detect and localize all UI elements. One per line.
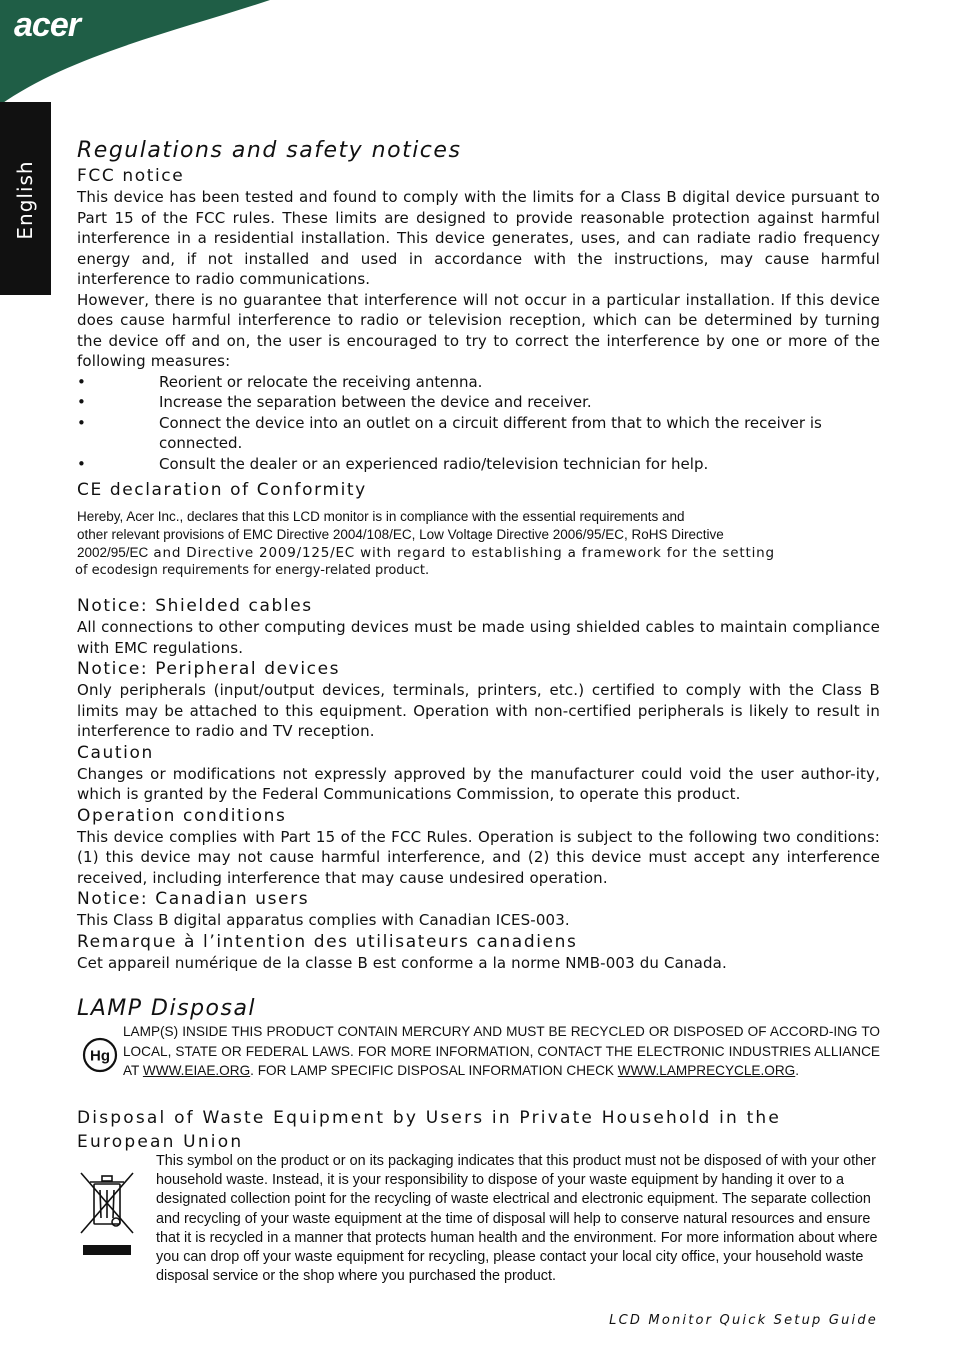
list-item (77, 413, 880, 454)
bullet-symbol: • (77, 393, 86, 411)
remarque-heading: Remarque à l’intention des utilisateurs canadiens (77, 931, 578, 952)
regulations-title: Regulations and safety notices (77, 138, 462, 163)
list-item (77, 454, 880, 475)
shielded-text: All connections to other computing devices must be made using shielded cables to maintain compliance with EMC regulations. (77, 618, 880, 657)
acer-logo: acer (14, 6, 80, 44)
operation-text: This device complies with Part 15 of the FCC Rules. Operation is subject to the following two conditions: (1) this device may not cause harmful interference, and (2) this device must accept any interference received, including interference that may cause undesired operation. (77, 827, 880, 887)
bullet-text: Connect the device into an outlet on a circuit different from that to which the receiver is connected. (159, 413, 822, 452)
ce-text (77, 508, 880, 580)
language-tab-label: English (13, 160, 37, 240)
eiae-link[interactable]: WWW.EIAE.ORG (142, 1063, 251, 1078)
bullet-text: Reorient or relocate the receiving antenna. (159, 372, 483, 391)
shielded-heading: Notice: Shielded cables (77, 596, 313, 616)
caution-text: Changes or modifications not expressly approved by the manufacturer could void the user author-ity, which is granted by the Federal Communications Commission, to operate this product. (77, 764, 880, 803)
lamprecycle-link[interactable]: WWW.LAMPRECYCLE.ORG (617, 1063, 796, 1078)
operation-heading: Operation conditions (77, 805, 287, 826)
fcc-paragraph-2: However, there is no guarantee that interference will not occur in a particular installation. If this device does cause harmful interference to radio or television reception, which can be determined by turning the device off and on, the user is encouraged to try to correct the interference by one or more of the following measures: (77, 290, 880, 370)
bullet-symbol: • (77, 454, 86, 473)
list-item (77, 392, 880, 413)
language-tab (0, 102, 51, 295)
lamp-section (77, 996, 880, 1022)
lamp-text-c: . (795, 1063, 800, 1078)
ce-section (77, 479, 880, 580)
lamp-text (123, 1022, 880, 1081)
canadian-heading: Notice: Canadian users (77, 889, 310, 909)
bullet-text: Increase the separation between the device and receiver. (159, 393, 592, 411)
peripheral-heading: Notice: Peripheral devices (77, 659, 341, 679)
lamp-text-a: LAMP(S) INSIDE THIS PRODUCT CONTAIN MERCURY AND MUST BE RECYCLED OR DISPOSED OF ACCORD-ING TO LOCAL, STATE OR FEDERAL LAWS. FOR MORE INFORMATION, CONTACT THE ELECTRONIC INDUSTRIES ALLIANCE AT (123, 1024, 880, 1078)
bullet-symbol: • (77, 413, 86, 432)
fcc-heading: FCC notice (77, 166, 185, 186)
list-item (77, 372, 880, 393)
ce-heading: CE declaration of Conformity (77, 480, 367, 500)
lamp-text-b: . FOR LAMP SPECIFIC DISPOSAL INFORMATION CHECK (250, 1063, 618, 1078)
hg-icon-label: Hg (90, 1047, 110, 1065)
crossed-bin-icon (78, 1170, 136, 1260)
ce-line-3b: and Directive 2009/125/EC with regard to establishing a framework for the setting (148, 545, 775, 561)
weee-section (77, 1106, 880, 1154)
bullet-symbol: • (77, 372, 86, 391)
ce-line-3a: 2002/95/EC (77, 545, 149, 560)
bullet-text: Consult the dealer or an experienced radio/television technician for help. (159, 454, 709, 473)
ce-line-4: of ecodesign requirements for energy-related product. (75, 563, 430, 578)
regulations-section (77, 138, 880, 474)
lamp-title: LAMP Disposal (77, 996, 257, 1021)
footer-guide-title: LCD Monitor Quick Setup Guide (609, 1313, 878, 1328)
weee-heading: Disposal of Waste Equipment by Users in Private Household in the European Union (77, 1108, 782, 1152)
ce-line-1: Hereby, Acer Inc., declares that this LCD monitor is in compliance with the essential requirements and (77, 509, 685, 524)
mercury-hg-icon (82, 1037, 118, 1073)
notices-section (77, 595, 880, 973)
caution-heading: Caution (77, 742, 154, 763)
ce-line-2: other relevant provisions of EMC Directive 2004/108/EC, Low Voltage Directive 2006/95/EC, RoHS Directive (77, 527, 724, 542)
fcc-paragraph-1: This device has been tested and found to comply with the limits for a Class B digital device pursuant to Part 15 of the FCC rules. These limits are designed to provide reasonable protection against harmful interference in a residential installation. This device generates, uses, and can radiate radio frequency energy and, if not installed and used in accordance with the instructions, may cause harmful interference to radio communications. (77, 188, 880, 288)
remarque-text: Cet appareil numérique de la classe B est conforme a la norme NMB-003 du Canada. (77, 953, 727, 972)
canadian-text: This Class B digital apparatus complies with Canadian ICES-003. (77, 911, 570, 929)
peripheral-text: Only peripherals (input/output devices, terminals, printers, etc.) certified to comply with the Class B limits may be attached to this equipment. Operation with non-certified peripherals is likely to result in interference to radio and TV reception. (77, 681, 880, 740)
weee-text: This symbol on the product or on its packaging indicates that this product must not be disposed of with your other household waste. Instead, it is your responsibility to dispose of your waste equipment by handing it over to a designated collection point for the recycling of waste electrical and electronic equipment. The separate collection and recycling of your waste equipment at the time of disposal will help to conserve natural resources and ensure that it is recycled in a manner that protects human health and the environment. For more information about where you can drop off your waste equipment for recycling, please contact your local city office, your household waste disposal service or the shop where you purchased the product. (156, 1153, 878, 1285)
